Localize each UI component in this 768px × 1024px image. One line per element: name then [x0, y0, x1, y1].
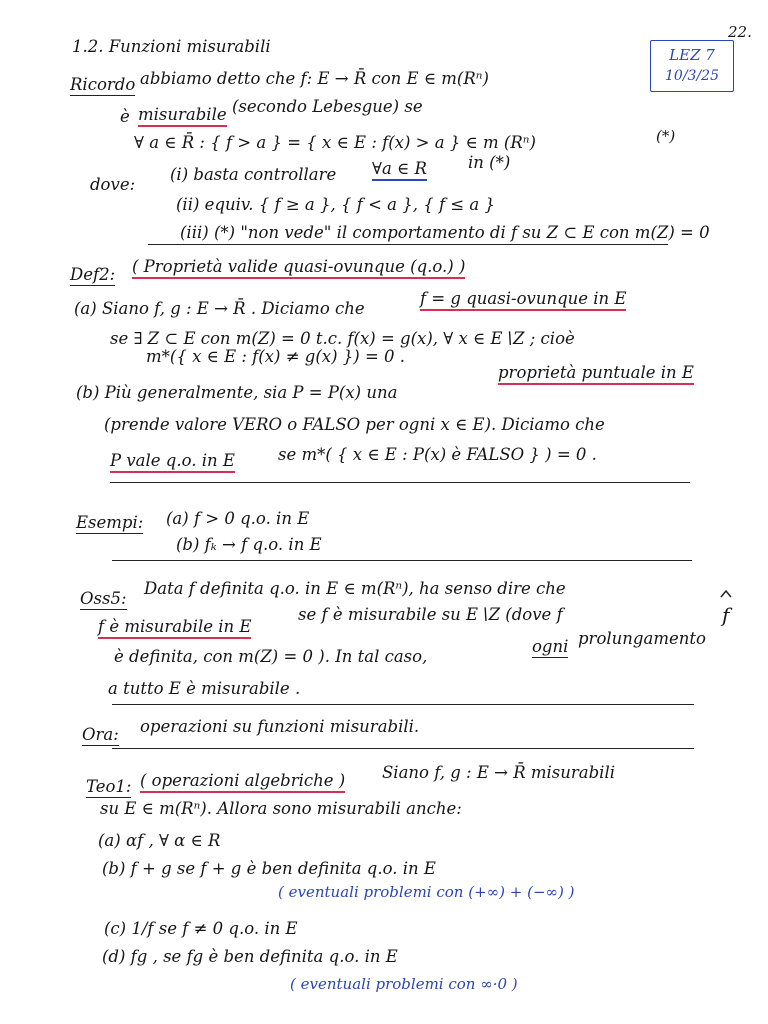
- recall-line1: abbiamo detto che f: E → R̄ con E ∈ m(Rⁿ): [140, 69, 489, 88]
- oss5-key: f è misurabile in E: [98, 618, 251, 639]
- example-a: (a) f > 0 q.o. in E: [166, 509, 310, 528]
- def2-a-line2: se ∃ Z ⊂ E con m(Z) = 0 t.c. f(x) = g(x), ∀ x ∈ E∖Z ; cioè: [110, 329, 575, 348]
- teo1-d: (d) fg , se fg è ben definita q.o. in E: [102, 947, 398, 966]
- item1-key: ∀a ∈ R: [372, 160, 427, 181]
- separator-3: [112, 560, 692, 561]
- oss5-label: Oss5:: [80, 590, 127, 610]
- oss5-line3-pre: è definita, con m(Z) = 0 ). In tal caso,: [114, 647, 428, 666]
- oss5-hat-f: f: [722, 603, 730, 627]
- recall-line3: ∀ a ∈ R̄ : { f > a } = { x ∈ E : f(x) > a } ∈ m (Rⁿ): [134, 133, 536, 152]
- recall-line2-post: (secondo Lebesgue) se: [232, 97, 423, 116]
- oss5-ogni: ogni: [532, 638, 568, 658]
- teo1-a: (a) αf , ∀ α ∈ R: [98, 831, 221, 850]
- separator-5: [112, 748, 694, 749]
- lecture-label: LEZ 7: [669, 46, 715, 64]
- teo1-line2: su E ∈ m(Rⁿ). Allora sono misurabili anche:: [100, 799, 462, 818]
- lecture-box: [650, 40, 734, 92]
- def2-title: ( Proprietà valide quasi-ovunque (q.o.) ): [132, 258, 465, 279]
- examples-label: Esempi:: [76, 514, 143, 534]
- def2-b-key: proprietà puntuale in E: [498, 364, 694, 385]
- def2-b-line2: (prende valore VERO o FALSO per ogni x ∈ E). Diciamo che: [104, 415, 605, 434]
- def2-label: Def2:: [70, 266, 115, 286]
- item3: (iii) (*) "non vede" il comportamento di f su Z ⊂ E con m(Z) = 0: [180, 223, 710, 242]
- recall-measurable-term: misurabile: [138, 106, 227, 127]
- ora-text: operazioni su funzioni misurabili.: [140, 717, 420, 736]
- def2-b-key2: P vale q.o. in E: [110, 452, 235, 473]
- teo1-title: ( operazioni algebriche ): [140, 772, 345, 793]
- separator-2: [110, 482, 690, 483]
- teo1-b-note: ( eventuali problemi con (+∞) + (−∞) ): [278, 883, 575, 901]
- item1-pre: (i) basta controllare: [170, 165, 337, 184]
- oss5-line1: Data f definita q.o. in E ∈ m(Rⁿ), ha senso dire che: [144, 579, 566, 598]
- def2-b-line3-post: se m*( { x ∈ E : P(x) è FALSO } ) = 0 .: [278, 445, 597, 464]
- def2-a-line3: m*({ x ∈ E : f(x) ≠ g(x) }) = 0 .: [146, 347, 406, 366]
- lecture-date: 10/3/25: [665, 68, 719, 84]
- separator-1: [148, 244, 668, 245]
- teo1-b: (b) f + g se f + g è ben definita q.o. in E: [102, 859, 436, 878]
- teo1-c: (c) 1/f se f ≠ 0 q.o. in E: [104, 919, 298, 938]
- section-title: 1.2. Funzioni misurabili: [72, 37, 271, 56]
- item2: (ii) equiv. { f ≥ a }, { f < a }, { f ≤ a }: [176, 195, 495, 214]
- dove-label: dove:: [90, 175, 136, 194]
- hat-accent-icon: [720, 590, 732, 598]
- item1-post: in (*): [468, 153, 511, 172]
- teo1-d-note: ( eventuali problemi con ∞·0 ): [290, 975, 518, 993]
- recall-lead: Ricordo: [70, 76, 135, 96]
- oss5-line2-post: se f è misurabile su E∖Z (dove f: [298, 605, 563, 624]
- teo1-line1: Siano f, g : E → R̄ misurabili: [382, 763, 616, 782]
- def2-a-key: f = g quasi-ovunque in E: [420, 290, 626, 311]
- def2-a-line1-pre: (a) Siano f, g : E → R̄ . Diciamo che: [74, 299, 365, 318]
- page-number: 22.: [728, 23, 752, 41]
- teo1-label: Teo1:: [86, 778, 131, 798]
- ora-label: Ora:: [82, 726, 119, 746]
- separator-4: [112, 704, 694, 705]
- recall-line2-pre: è: [120, 107, 130, 126]
- def2-b-line1-pre: (b) Più generalmente, sia P = P(x) una: [76, 383, 398, 402]
- example-b: (b) fₖ → f q.o. in E: [176, 535, 322, 554]
- oss5-line3-post: prolungamento: [578, 629, 706, 648]
- oss5-line4: a tutto E è misurabile .: [108, 679, 301, 698]
- star-mark: (*): [656, 127, 676, 145]
